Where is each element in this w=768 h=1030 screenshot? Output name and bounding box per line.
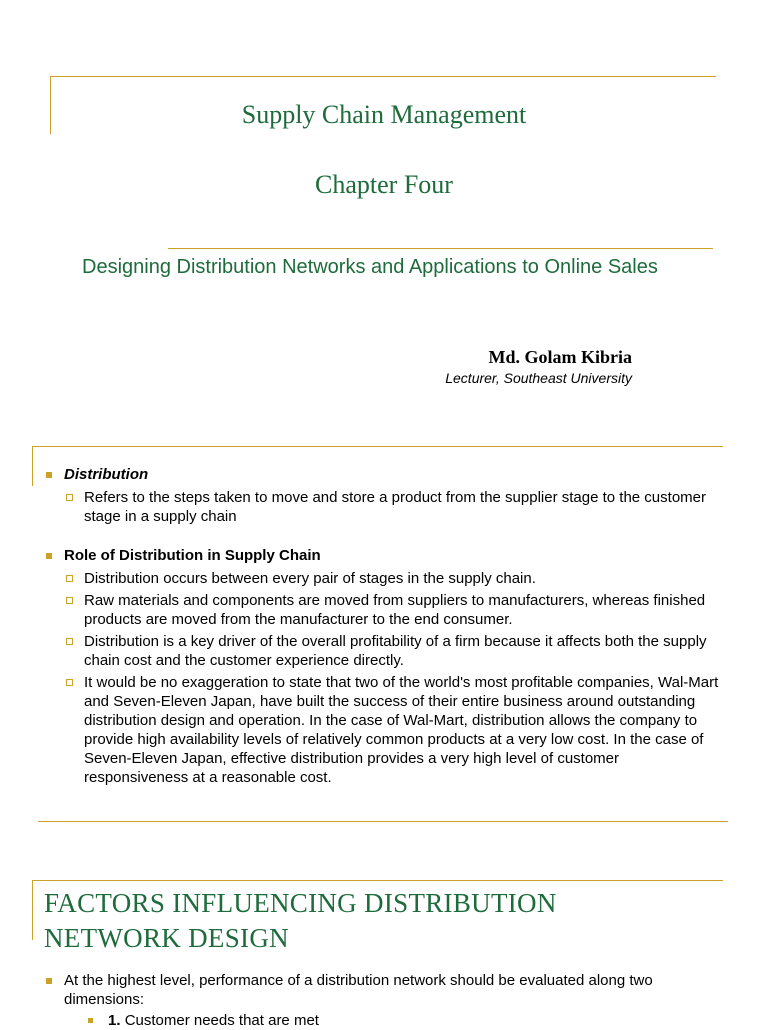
- slide3-top-rule: [32, 880, 723, 881]
- sub-point-number: 1.: [108, 1012, 121, 1029]
- point-text: Raw materials and components are moved from suppliers to manufacturers, whereas finished products are moved from the manufacturer to the end consumer.: [84, 592, 706, 628]
- slide3-left-rule: [32, 880, 33, 940]
- list-item: [64, 632, 727, 670]
- slide3-body: [42, 971, 727, 1030]
- hollow-square-bullet-icon: [66, 679, 73, 686]
- slide3-list: [42, 971, 727, 1009]
- square-bullet-icon: [46, 472, 52, 478]
- square-bullet-icon: [46, 553, 52, 559]
- section-heading: Role of Distribution in Supply Chain: [64, 547, 321, 564]
- list-item: [42, 971, 727, 1009]
- sub-list: [64, 488, 727, 526]
- list-item: [64, 569, 727, 588]
- sub-point: [42, 1011, 727, 1030]
- slide2-list: [42, 465, 727, 787]
- hollow-square-bullet-icon: [66, 597, 73, 604]
- hollow-square-bullet-icon: [66, 494, 73, 501]
- list-item: [64, 488, 727, 526]
- slide1-chapter: Chapter Four: [315, 170, 453, 199]
- point-text: It would be no exaggeration to state that two of the world's most profitable companies, Wal-Mart and Seven-Eleven Japan, have built the success of their entire business around outstanding distribution design and operation. In the case of Wal-Mart, distribution allows the company to provide high availability levels of relatively common products at a very low cost. In the case of Seven-Eleven Japan, effective distribution provides a very high level of customer responsiveness at a reasonable cost.: [84, 674, 719, 786]
- slide3-heading: FACTORS INFLUENCING DISTRIBUTION NETWORK DESIGN: [44, 888, 557, 953]
- hollow-square-bullet-icon: [66, 575, 73, 582]
- sub-point-text: Customer needs that are met: [124, 1012, 319, 1029]
- slide1-mid-rule: [168, 248, 713, 249]
- list-item: [42, 465, 727, 526]
- slide2-body: [42, 465, 727, 790]
- slide2-bottom-rule: [38, 821, 728, 822]
- point-text: Refers to the steps taken to move and store a product from the supplier stage to the customer stage in a supply chain: [84, 489, 706, 525]
- slide1-affiliation: Lecturer, Southeast University: [445, 370, 632, 386]
- square-bullet-icon: [46, 978, 52, 984]
- section-heading: Distribution: [64, 466, 149, 483]
- hollow-square-bullet-icon: [66, 638, 73, 645]
- intro-text: At the highest level, performance of a distribution network should be evaluated along two dimensions:: [64, 972, 653, 1008]
- slide1-title: Supply Chain Management: [241, 100, 527, 129]
- point-text: Distribution is a key driver of the overall profitability of a firm because it affects both the supply chain cost and the customer experience directly.: [84, 633, 707, 669]
- point-text: Distribution occurs between every pair of stages in the supply chain.: [84, 570, 536, 587]
- list-item: [64, 673, 727, 787]
- small-square-bullet-icon: [88, 1018, 93, 1023]
- slide1-author: Md. Golam Kibria: [488, 347, 632, 367]
- slide1-subtitle: Designing Distribution Networks and Applications to Online Sales: [82, 256, 658, 278]
- sub-list: [64, 569, 727, 787]
- slide1-top-rule: [50, 76, 716, 77]
- slide2-top-rule: [32, 446, 723, 447]
- slide2-left-rule: [32, 446, 33, 486]
- list-item: [42, 546, 727, 787]
- list-item: [64, 591, 727, 629]
